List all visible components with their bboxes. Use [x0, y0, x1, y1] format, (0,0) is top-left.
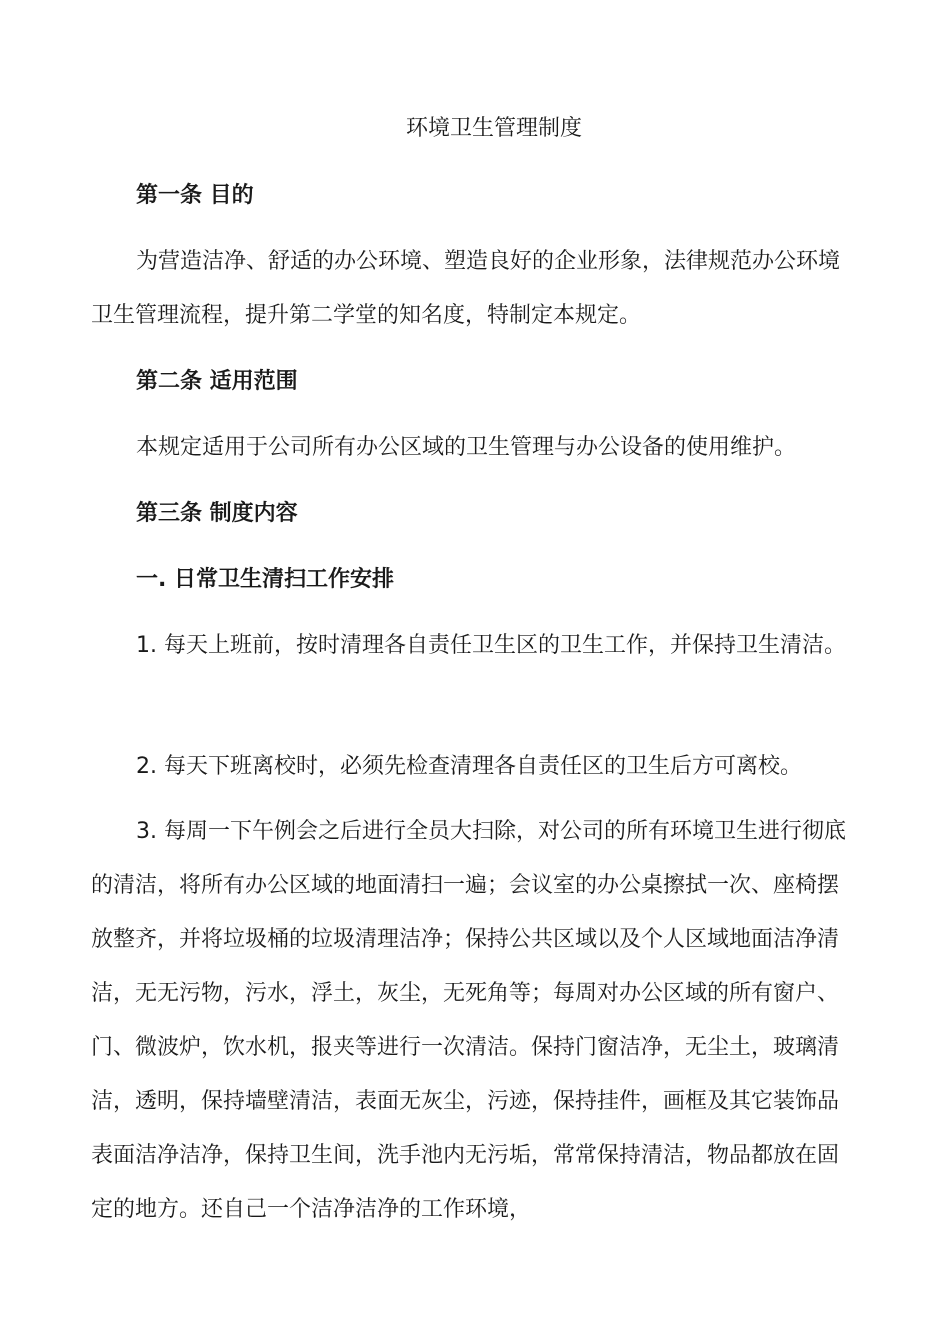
- list-item-3: 3. 每周一下午例会之后进行全员大扫除，对公司的所有环境卫生进行彻底的清洁，将所有办公区域的地面清扫一遍；会议室的办公桌擦拭一次、座椅摆放整齐，并将垃圾桶的垃圾清理洁净；保持公共区域以及个人区域地面洁净清洁，无无污物，污水，浮土，灰尘，无死角等；每周对办公区域的所有窗户、门、微波炉，饮水机，报夹等进行一次清洁。保持门窗洁净，无尘土，玻璃清洁，透明，保持墙壁清洁，表面无灰尘，污迹，保持挂件，画框及其它装饰品表面洁净洁净，保持卫生间，洗手池内无污垢，常常保持清洁，物品都放在固定的地方。还自己一个洁净洁净的工作环境，: [91, 819, 846, 1222]
- article-2-heading: 第二条 适用范围: [136, 369, 298, 394]
- article-2-body: 本规定适用于公司所有办公区域的卫生管理与办公设备的使用维护。: [136, 435, 797, 460]
- article-1-heading: 第一条 目的: [136, 183, 254, 208]
- list-item-1: 1. 每天上班前，按时清理各自责任卫生区的卫生工作，并保持卫生清洁。: [136, 633, 846, 658]
- article-3-heading: 第三条 制度内容: [136, 501, 298, 526]
- section-1-heading: 一. 日常卫生清扫工作安排: [136, 567, 395, 592]
- list-item-2: 2. 每天下班离校时，必须先检查清理各自责任区的卫生后方可离校。: [136, 754, 802, 779]
- article-1-body: 为营造洁净、舒适的办公环境、塑造良好的企业形象，法律规范办公环境卫生管理流程，提升第二学堂的知名度，特制定本规定。: [91, 249, 841, 328]
- document-title: 环境卫生管理制度: [405, 116, 582, 141]
